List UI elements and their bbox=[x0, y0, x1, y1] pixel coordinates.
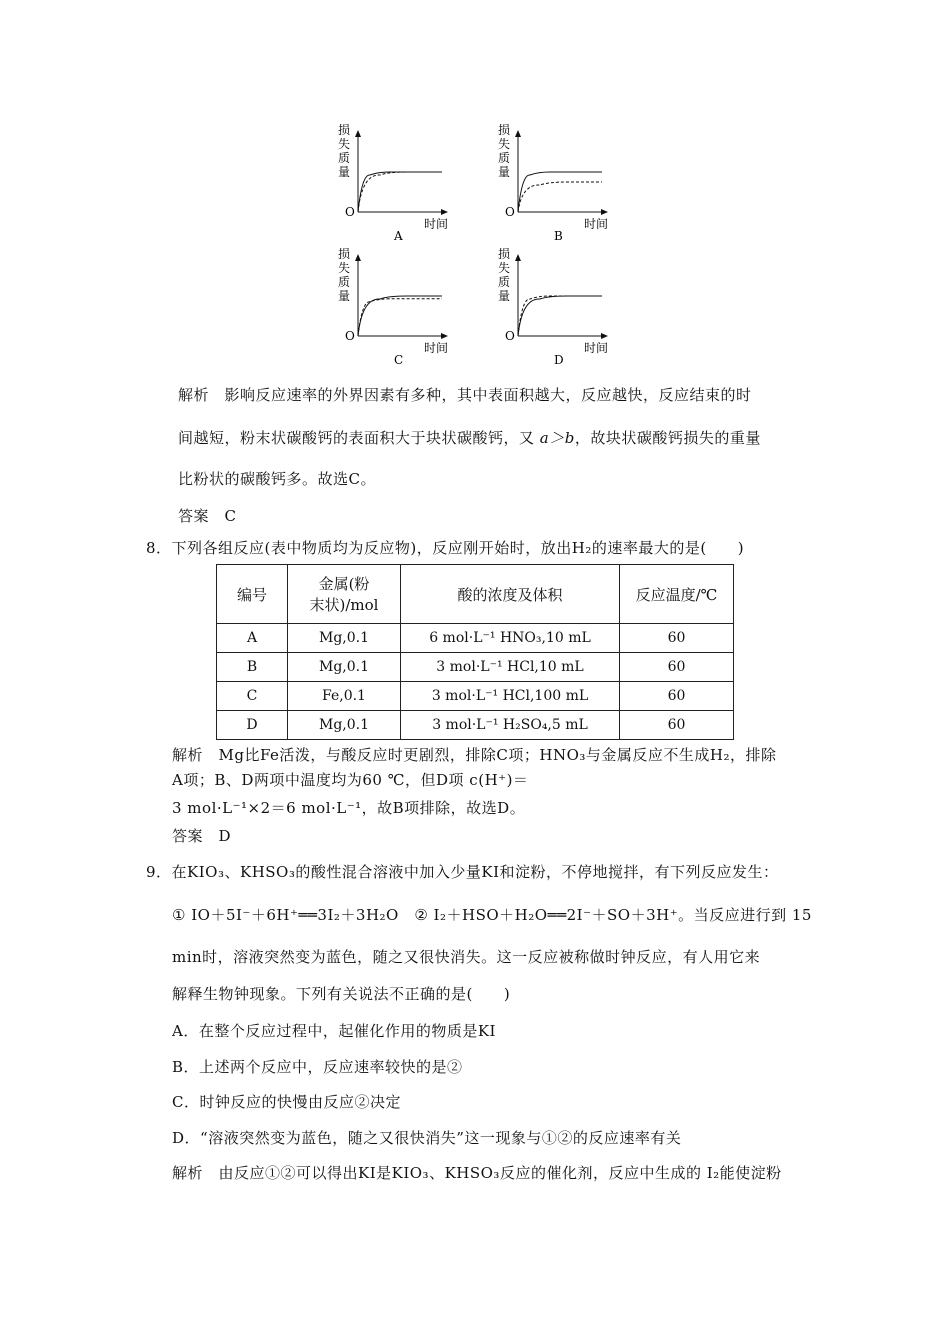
y-axis-label-char: 失 bbox=[498, 137, 511, 151]
graph-panel-b bbox=[496, 120, 626, 243]
y-axis-label-char: 质 bbox=[498, 275, 511, 289]
dashed-curve bbox=[358, 172, 442, 212]
dashed-curve bbox=[358, 299, 442, 336]
origin-label: O bbox=[505, 205, 515, 219]
dashed-curve bbox=[518, 182, 602, 212]
row-temp: 60 bbox=[620, 682, 734, 711]
x-axis-label: 时间 bbox=[424, 341, 449, 355]
y-axis-label-char: 质 bbox=[498, 151, 511, 165]
q9-option-c: C．时钟反应的快慢由反应②决定 bbox=[172, 1093, 401, 1111]
header-metal bbox=[288, 565, 401, 624]
header-metal-line2: 末状)/mol bbox=[309, 596, 379, 614]
row-id: C bbox=[217, 682, 288, 711]
q7-inequality: a＞b bbox=[539, 429, 575, 447]
header-metal-line1: 金属(粉 bbox=[318, 575, 370, 593]
header-temp: 反应温度/℃ bbox=[620, 565, 734, 624]
q7-analysis-line2-start: 间越短，粉末状碳酸钙的表面积大于块状碳酸钙，又 bbox=[178, 429, 540, 447]
graph-panel-a bbox=[336, 120, 466, 243]
y-axis-label-char: 质 bbox=[338, 151, 351, 165]
q9-question-line2: ① IO＋5I⁻＋6H⁺══3I₂＋3H₂O ② I₂＋HSO＋H₂O══2I⁻＋SO＋3H⁺。当反应进行到 15 bbox=[172, 906, 812, 924]
y-axis-arrow bbox=[355, 254, 361, 261]
row-id: A bbox=[217, 624, 288, 653]
q9-analysis-line1: 解析 由反应①②可以得出KI是KIO₃、KHSO₃反应的催化剂，反应中生成的 I₂能使淀粉 bbox=[172, 1164, 782, 1182]
q7-analysis-line2 bbox=[178, 427, 761, 448]
q8-table bbox=[216, 564, 734, 740]
table-row bbox=[217, 653, 734, 682]
y-axis-label-char: 失 bbox=[338, 137, 351, 151]
y-axis-arrow bbox=[515, 130, 521, 137]
q8-analysis-line2: A项；B、D两项中温度均为60 ℃，但D项 c(H⁺)＝ bbox=[172, 771, 529, 789]
row-id: B bbox=[217, 653, 288, 682]
panel-label: D bbox=[554, 353, 564, 367]
y-axis-label-char: 失 bbox=[338, 261, 351, 275]
graph-panel-d bbox=[496, 244, 626, 367]
graph-panel-c bbox=[336, 244, 466, 367]
panel-label: A bbox=[394, 229, 403, 243]
y-axis-label-char: 损 bbox=[498, 247, 511, 261]
y-axis-label-char: 损 bbox=[338, 123, 351, 137]
x-axis-arrow bbox=[441, 333, 448, 339]
row-temp: 60 bbox=[620, 624, 734, 653]
y-axis-label-char: 损 bbox=[498, 123, 511, 137]
row-metal: Mg,0.1 bbox=[288, 711, 401, 740]
table-header-row bbox=[217, 565, 734, 624]
y-axis-label-char: 质 bbox=[338, 275, 351, 289]
panel-label: B bbox=[554, 229, 563, 243]
solid-curve bbox=[518, 296, 602, 336]
row-acid: 6 mol·L⁻¹ HNO₃,10 mL bbox=[401, 624, 620, 653]
x-axis-label: 时间 bbox=[584, 217, 609, 231]
q9-question-line1: 9．在KIO₃、KHSO₃的酸性混合溶液中加入少量KI和淀粉，不停地搅拌，有下列反应发生： bbox=[146, 863, 779, 881]
x-axis-arrow bbox=[601, 333, 608, 339]
q7-analysis-line3: 比粉状的碳酸钙多。故选C。 bbox=[178, 470, 376, 488]
y-axis-label-char: 损 bbox=[338, 247, 351, 261]
graph-svg bbox=[336, 244, 466, 367]
row-id: D bbox=[217, 711, 288, 740]
q7-analysis-line2-end: ，故块状碳酸钙损失的重量 bbox=[574, 429, 761, 447]
row-acid: 3 mol·L⁻¹ HCl,10 mL bbox=[401, 653, 620, 682]
row-metal: Mg,0.1 bbox=[288, 653, 401, 682]
row-temp: 60 bbox=[620, 653, 734, 682]
origin-label: O bbox=[505, 329, 515, 343]
graph-svg bbox=[496, 244, 626, 367]
y-axis-label-char: 量 bbox=[498, 165, 511, 179]
row-metal: Fe,0.1 bbox=[288, 682, 401, 711]
q9-question-line3: min时，溶液突然变为蓝色，随之又很快消失。这一反应被称做时钟反应，有人用它来 bbox=[172, 948, 761, 966]
x-axis-arrow bbox=[441, 209, 448, 215]
q9-option-b: B．上述两个反应中，反应速率较快的是② bbox=[172, 1058, 463, 1076]
y-axis-arrow bbox=[355, 130, 361, 137]
graph-svg bbox=[336, 120, 466, 243]
y-axis-label-char: 量 bbox=[338, 165, 351, 179]
graph-svg bbox=[496, 120, 626, 243]
table-row bbox=[217, 711, 734, 740]
q9-option-a: A．在整个反应过程中，起催化作用的物质是KI bbox=[172, 1022, 496, 1040]
header-acid: 酸的浓度及体积 bbox=[401, 565, 620, 624]
x-axis-arrow bbox=[601, 209, 608, 215]
y-axis-label-char: 失 bbox=[498, 261, 511, 275]
q8-analysis-line3: 3 mol·L⁻¹×2＝6 mol·L⁻¹，故B项排除，故选D。 bbox=[172, 799, 526, 817]
q8-analysis-line1: 解析 Mg比Fe活泼，与酸反应时更剧烈，排除C项；HNO₃与金属反应不生成H₂，排除 bbox=[172, 746, 777, 764]
solid-curve bbox=[518, 172, 602, 212]
q8-answer: 答案 D bbox=[172, 827, 232, 845]
x-axis-label: 时间 bbox=[584, 341, 609, 355]
q7-analysis-line1: 解析 影响反应速率的外界因素有多种，其中表面积越大，反应越快，反应结束的时 bbox=[178, 386, 752, 404]
q8-question: 8．下列各组反应(表中物质均为反应物)，反应刚开始时，放出H₂的速率最大的是( ) bbox=[146, 539, 745, 557]
table-row bbox=[217, 682, 734, 711]
row-acid: 3 mol·L⁻¹ H₂SO₄,5 mL bbox=[401, 711, 620, 740]
y-axis-arrow bbox=[515, 254, 521, 261]
x-axis-label: 时间 bbox=[424, 217, 449, 231]
solid-curve bbox=[358, 296, 442, 336]
q9-question-line4: 解释生物钟现象。下列有关说法不正确的是( ) bbox=[172, 985, 511, 1003]
row-temp: 60 bbox=[620, 711, 734, 740]
q7-answer: 答案 C bbox=[178, 507, 237, 525]
row-acid: 3 mol·L⁻¹ HCl,100 mL bbox=[401, 682, 620, 711]
origin-label: O bbox=[345, 205, 355, 219]
q9-option-d: D．“溶液突然变为蓝色，随之又很快消失”这一现象与①②的反应速率有关 bbox=[172, 1129, 682, 1147]
y-axis-label-char: 量 bbox=[338, 289, 351, 303]
origin-label: O bbox=[345, 329, 355, 343]
header-id: 编号 bbox=[217, 565, 288, 624]
panel-label: C bbox=[394, 353, 404, 367]
row-metal: Mg,0.1 bbox=[288, 624, 401, 653]
y-axis-label-char: 量 bbox=[498, 289, 511, 303]
table-row bbox=[217, 624, 734, 653]
